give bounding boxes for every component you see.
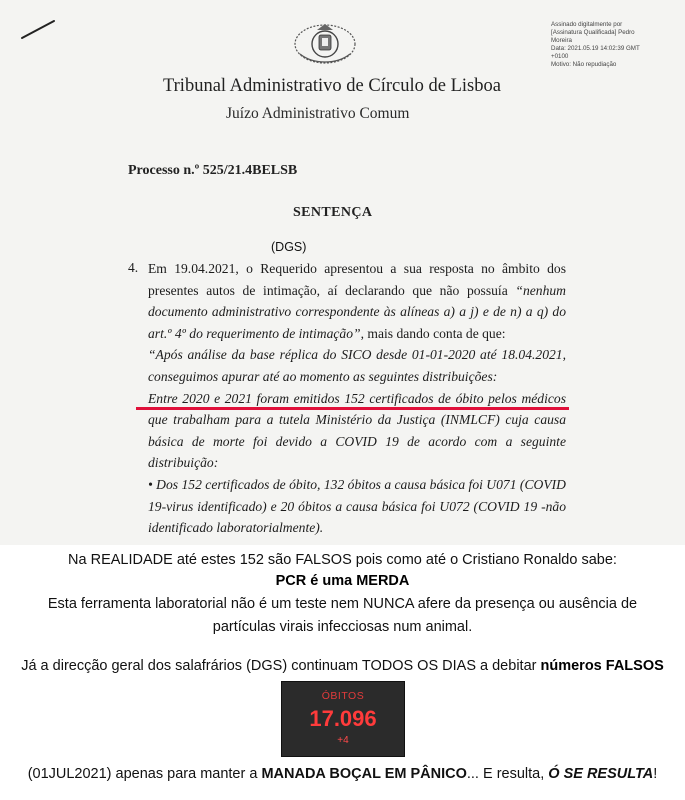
paragraph-line: • Dos 152 certificados de óbito, 132 óbitos a causa básica foi U071 (COVID — [148, 476, 566, 492]
commentary-line-5: Já a direcção geral dos salafrários (DGS) continuam TODOS OS DIAS a debitar números FALSOS — [21, 658, 664, 674]
dgs-annotation: (DGS) — [271, 240, 307, 254]
signature-line: Assinado digitalmente por — [551, 21, 623, 28]
court-name: Tribunal Administrativo de Círculo de Lisboa — [163, 76, 501, 96]
paragraph-line: identificado laboratorialmente). — [148, 520, 324, 536]
signature-line: Data: 2021.05.19 14:02:39 GMT — [551, 45, 640, 52]
paragraph-line: documento administrativo correspondente às alíneas a) a j) e de n) a q) do — [148, 304, 566, 320]
paragraph-line: distribuição: — [148, 455, 219, 471]
portugal-coat-of-arms-icon — [290, 20, 360, 66]
commentary-line-4: partículas virais infecciosas num animal. — [212, 619, 473, 635]
court-division: Juízo Administrativo Comum — [226, 105, 410, 122]
commentary-line-6: (01JUL2021) apenas para manter a MANADA BOÇAL EM PÂNICO... E resulta, Ó SE RESULTA! — [27, 766, 658, 782]
pen-stroke-mark — [20, 18, 56, 40]
commentary-line-3: Esta ferramenta laboratorial não é um teste nem NUNCA afere da presença ou ausência de — [47, 596, 638, 612]
paragraph-line: “Após análise da base réplica do SICO desde 01-01-2020 até 18.04.2021, — [148, 347, 566, 363]
signature-line: Moreira — [551, 37, 572, 44]
red-underline-highlight — [136, 407, 569, 410]
digital-signature-block — [551, 21, 681, 69]
obitos-delta: +4 — [337, 735, 349, 746]
paragraph-line: art.º 4º do requerimento de intimação”, mais dando conta de que: — [148, 325, 506, 341]
signature-line: [Assinatura Qualificada] Pedro — [551, 29, 635, 36]
document-title: SENTENÇA — [293, 205, 373, 220]
commentary-pcr-statement: PCR é uma MERDA — [275, 573, 410, 589]
signature-line: +0100 — [551, 53, 569, 60]
signature-line: Motivo: Não repudiação — [551, 61, 617, 68]
obitos-label: ÓBITOS — [321, 690, 365, 702]
paragraph-line: básica de morte foi devido a COVID 19 de acordo com a seguinte — [148, 433, 566, 449]
obitos-value: 17.096 — [309, 706, 377, 731]
obitos-counter-card — [281, 681, 405, 757]
paragraph-line: 19-virus identificado) e 20 óbitos a causa básica foi U072 (COVID 19 -não — [148, 498, 566, 514]
process-number: Processo n.º 525/21.4BELSB — [128, 163, 298, 178]
paragraph-line: conseguimos apurar até ao momento as seguintes distribuições: — [148, 368, 498, 384]
paragraph-line: que trabalham para a tutela Ministério da Justiça (INMLCF) cuja causa — [148, 412, 566, 428]
paragraph-line: Em 19.04.2021, o Requerido apresentou a sua resposta no âmbito dos — [148, 261, 566, 276]
paragraph-line-highlighted: Entre 2020 e 2021 foram emitidos 152 certificados de óbito pelos médicos — [148, 390, 566, 406]
paragraph-line: presentes autos de intimação, aí declarando que não possuía “nenhum — [148, 282, 566, 298]
commentary-line-1: Na REALIDADE até estes 152 são FALSOS pois como até o Cristiano Ronaldo sabe: — [68, 552, 617, 568]
sentence-paragraph — [148, 258, 566, 539]
paragraph-number: 4. — [128, 260, 139, 275]
